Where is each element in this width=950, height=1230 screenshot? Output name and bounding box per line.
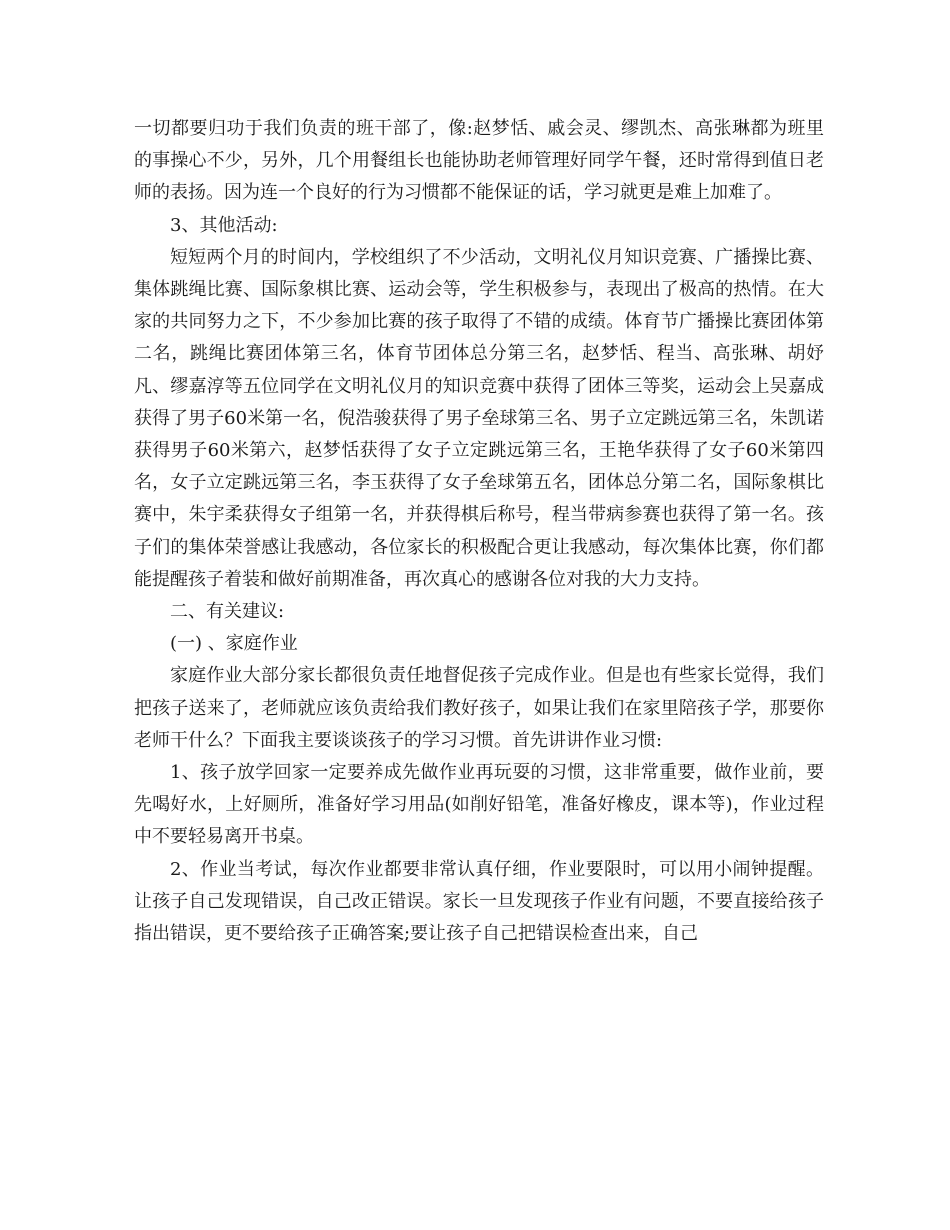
- document-page: [134, 113, 824, 950]
- paragraph-homework-habit-2: 2、作业当考试，每次作业都要非常认真仔细，作业要限时，可以用小闹钟提醒。让孩子自己发现错误，自己改正错误。家长一旦发现孩子作业有问题，不要直接给孩子指出错误，更不要给孩子正确答案;要让孩子自己把错误检查出来，自己: [134, 858, 824, 945]
- heading-suggestions: 二、有关建议:: [170, 601, 285, 623]
- heading-other-activities: 3、其他活动:: [170, 214, 278, 236]
- paragraph-homework-habit-1: 1、孩子放学回家一定要养成先做作业再玩耍的习惯，这非常重要，做作业前，要先喝好水，上好厕所，准备好学习用品(如削好铅笔，准备好橡皮，课本等)，作业过程中不要轻易离开书桌。: [134, 762, 824, 848]
- paragraph-homework-intro: 家庭作业大部分家长都很负责任地督促孩子完成作业。但是也有些家长觉得，我们把孩子送来了，老师就应该负责给我们教好孩子，如果让我们在家里陪孩子学，那要你老师干什么？下面我主要谈谈孩子的学习习惯。首先讲讲作业习惯:: [134, 665, 824, 751]
- paragraph-class-leaders: 一切都要归功于我们负责的班干部了，像:赵梦恬、戚会灵、缪凯杰、高张琳都为班里的事操心不少，另外，几个用餐组长也能协助老师管理好同学午餐，还时常得到值日老师的表扬。因为连一个良好的行为习惯都不能保证的话，学习就更是难上加难了。: [134, 118, 824, 204]
- paragraph-activities: 短短两个月的时间内，学校组织了不少活动，文明礼仪月知识竞赛、广播操比赛、集体跳绳比赛、国际象棋比赛、运动会等，学生积极参与，表现出了极高的热情。在大家的共同努力之下，不少参加比赛的孩子取得了不错的成绩。体育节广播操比赛团体第二名，跳绳比赛团体第三名，体育节团体总分第三名，赵梦恬、程当、高张琳、胡妤凡、缪嘉淳等五位同学在文明礼仪月的知识竞赛中获得了团体三等奖，运动会上吴嘉成获得了男子60米第一名，倪浩骏获得了男子垒球第三名、男子立定跳远第三名，朱凯诺获得男子60米第六，赵梦恬获得了女子立定跳远第三名，王艳华获得了女子60米第四名，女子立定跳远第三名，李玉获得了女子垒球第五名，团体总分第二名，国际象棋比赛中，朱宇柔获得女子组第一名，并获得棋后称号，程当带病参赛也获得了第一名。孩子们的集体荣誉感让我感动，各位家长的积极配合更让我感动，每次集体比赛，你们都能提醒孩子着装和做好前期准备，再次真心的感谢各位对我的大力支持。: [134, 246, 824, 590]
- heading-homework: (一) 、家庭作业: [170, 633, 298, 655]
